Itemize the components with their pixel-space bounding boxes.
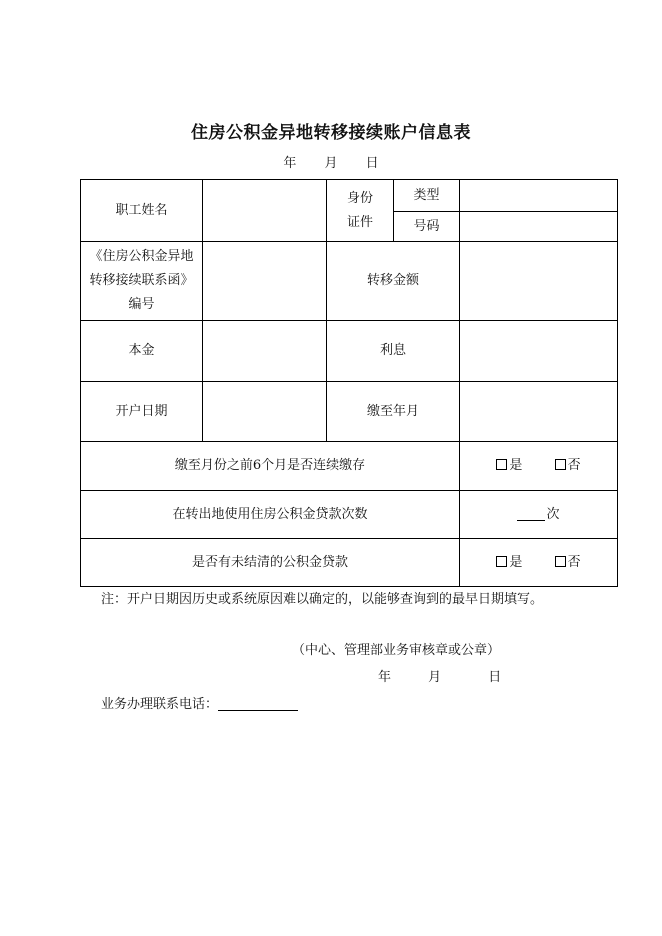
unsettled-yes-option[interactable]: [496, 551, 522, 575]
seal-date: [378, 666, 501, 685]
checkbox-icon[interactable]: [496, 459, 507, 470]
continuous-yes-option[interactable]: [496, 454, 522, 478]
loan-count-cell: [460, 491, 618, 539]
principal-label: 本金: [81, 321, 203, 382]
header-date-month: 月: [324, 156, 338, 171]
loan-count-unit: 次: [546, 506, 560, 522]
transfer-letter-number-label: [81, 242, 203, 321]
footnote: 注：开户日期因历史或系统原因难以确定的，以能够查询到的最早日期填写。: [101, 592, 544, 607]
no-label: 否: [567, 458, 581, 473]
employee-name-label: 职工姓名: [81, 180, 203, 242]
seal-date-day: 日: [488, 670, 502, 685]
seal-instruction: （中心、管理部业务审核章或公章）: [292, 643, 501, 658]
id-document-label-line1: 身份: [346, 190, 373, 206]
interest-field[interactable]: [460, 321, 618, 382]
principal-field[interactable]: [203, 321, 327, 382]
checkbox-icon[interactable]: [496, 556, 507, 567]
no-label: 否: [567, 554, 581, 570]
transfer-amount-field[interactable]: [460, 242, 618, 321]
account-info-table: [80, 179, 618, 587]
id-type-label: 类型: [394, 180, 460, 212]
open-date-label: 开户日期: [81, 382, 203, 442]
contact-phone-field[interactable]: [218, 696, 298, 711]
paid-until-label: 缴至年月: [327, 382, 460, 442]
id-type-field[interactable]: [460, 180, 618, 212]
continuous-payment-options: [460, 442, 618, 491]
unsettled-loan-options: [460, 539, 618, 587]
id-document-label-line2: 证件: [346, 214, 373, 230]
form-title: 住房公积金异地转移接续账户信息表: [191, 123, 471, 143]
transfer-letter-label-line2: 转移接续联系函》: [89, 273, 194, 288]
unsettled-no-option[interactable]: [555, 551, 581, 575]
unsettled-loan-label: 是否有未结清的公积金贷款: [81, 539, 460, 587]
yes-label: 是: [509, 554, 523, 570]
employee-name-field[interactable]: [203, 180, 327, 242]
interest-label: 利息: [327, 321, 460, 382]
id-document-label: [327, 180, 394, 242]
id-number-label: 号码: [394, 212, 460, 242]
checkbox-icon[interactable]: [555, 459, 566, 470]
yes-label: 是: [509, 458, 523, 473]
id-number-field[interactable]: [460, 212, 618, 242]
contact-phone-label: 业务办理联系电话：: [101, 697, 219, 712]
header-date: [0, 152, 662, 171]
header-date-year: 年: [283, 156, 297, 171]
paid-until-field[interactable]: [460, 382, 618, 442]
loan-count-label: 在转出地使用住房公积金贷款次数: [81, 491, 460, 539]
continuous-no-option[interactable]: [555, 454, 581, 478]
continuous-payment-label: 缴至月份之前6个月是否连续缴存: [81, 442, 460, 491]
loan-count-field[interactable]: [517, 506, 545, 521]
seal-date-year: 年: [378, 670, 392, 685]
transfer-letter-label-line1: 《住房公积金异地: [89, 249, 194, 264]
header-date-day: 日: [365, 156, 379, 171]
seal-date-month: 月: [428, 670, 442, 685]
transfer-letter-number-field[interactable]: [203, 242, 327, 321]
checkbox-icon[interactable]: [555, 556, 566, 567]
transfer-amount-label: 转移金额: [327, 242, 460, 321]
open-date-field[interactable]: [203, 382, 327, 442]
contact-phone: [101, 693, 298, 712]
transfer-letter-label-line3: 编号: [128, 297, 155, 312]
